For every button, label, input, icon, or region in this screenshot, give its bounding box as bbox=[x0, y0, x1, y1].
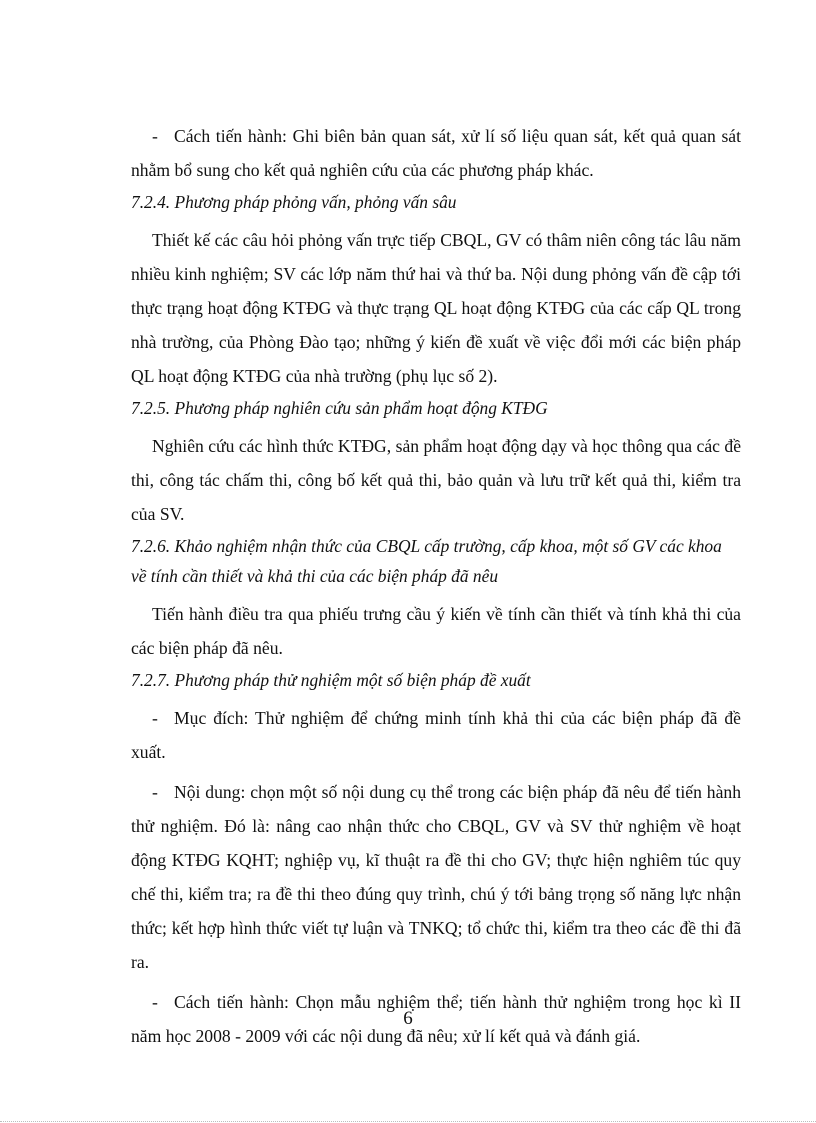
section-heading-7-2-6: 7.2.6. Khảo nghiệm nhận thức của CBQL cấp trường, cấp khoa, một số GV các khoa về tính cần thiết và khả thi của các biện pháp đã nêu bbox=[131, 536, 722, 586]
section-heading-7-2-4: 7.2.4. Phương pháp phỏng vấn, phỏng vấn sâu bbox=[131, 192, 457, 212]
bullet-text: Cách tiến hành: Ghi biên bản quan sát, xử lí số liệu quan sát, kết quả quan sát nhằm bổ sung cho kết quả nghiên cứu của các phương pháp khác. bbox=[131, 126, 741, 180]
paragraph-interview-method: Thiết kế các câu hỏi phỏng vấn trực tiếp CBQL, GV có thâm niên công tác lâu năm nhiều kinh nghiệm; SV các lớp năm thứ hai và thứ ba. Nội dung phỏng vấn đề cập tới thực trạng hoạt động KTĐG và thực trạng QL hoạt động KTĐG của các cấp QL trong nhà trường, của Phòng Đào tạo; những ý kiến đề xuất về việc đổi mới các biện pháp QL hoạt động KTĐG của nhà trường (phụ lục số 2). bbox=[131, 230, 741, 386]
bullet-text: Nội dung: chọn một số nội dung cụ thể trong các biện pháp đã nêu để tiến hành thử nghiệm. Đó là: nâng cao nhận thức cho CBQL, GV và SV thử nghiệm về hoạt động KTĐG KQHT; nghiệp vụ, kĩ thuật ra đề thi cho GV; thực hiện nghiêm túc quy chế thi, kiểm tra; ra đề thi theo đúng quy trình, chú ý tới bảng trọng số năng lực nhận thức; kết hợp hình thức viết tự luận và TNKQ; tổ chức thi, kiểm tra theo các đề thi đã ra. bbox=[131, 782, 741, 972]
bullet-dash: - bbox=[152, 782, 158, 802]
bullet-purpose bbox=[131, 701, 741, 769]
bullet-dash: - bbox=[152, 126, 158, 146]
bullet-content bbox=[131, 775, 741, 979]
bullet-dash: - bbox=[152, 992, 158, 1012]
bullet-text: Cách tiến hành: Chọn mẫu nghiệm thể; tiến hành thử nghiệm trong học kì II năm học 2008 - 2009 với các nội dung đã nêu; xử lí kết quả và đánh giá. bbox=[131, 992, 741, 1046]
bullet-dash: - bbox=[152, 708, 158, 728]
bullet-observation-procedure bbox=[131, 119, 741, 187]
section-heading-7-2-5: 7.2.5. Phương pháp nghiên cứu sản phẩm hoạt động KTĐG bbox=[131, 398, 548, 418]
page-body bbox=[131, 119, 741, 1053]
bullet-text: Mục đích: Thử nghiệm để chứng minh tính khả thi của các biện pháp đã đề xuất. bbox=[131, 708, 741, 762]
section-heading-7-2-7: 7.2.7. Phương pháp thử nghiệm một số biện pháp đề xuất bbox=[131, 670, 531, 690]
paragraph-product-research: Nghiên cứu các hình thức KTĐG, sản phẩm hoạt động dạy và học thông qua các đề thi, công tác chấm thi, công bố kết quả thi, bảo quản và lưu trữ kết quả thi, kiểm tra của SV. bbox=[131, 436, 741, 524]
paragraph-survey: Tiến hành điều tra qua phiếu trưng cầu ý kiến về tính cần thiết và tính khả thi của các biện pháp đã nêu. bbox=[131, 604, 741, 658]
page-number: 6 bbox=[403, 1008, 413, 1029]
page-bottom-divider bbox=[0, 1121, 816, 1122]
